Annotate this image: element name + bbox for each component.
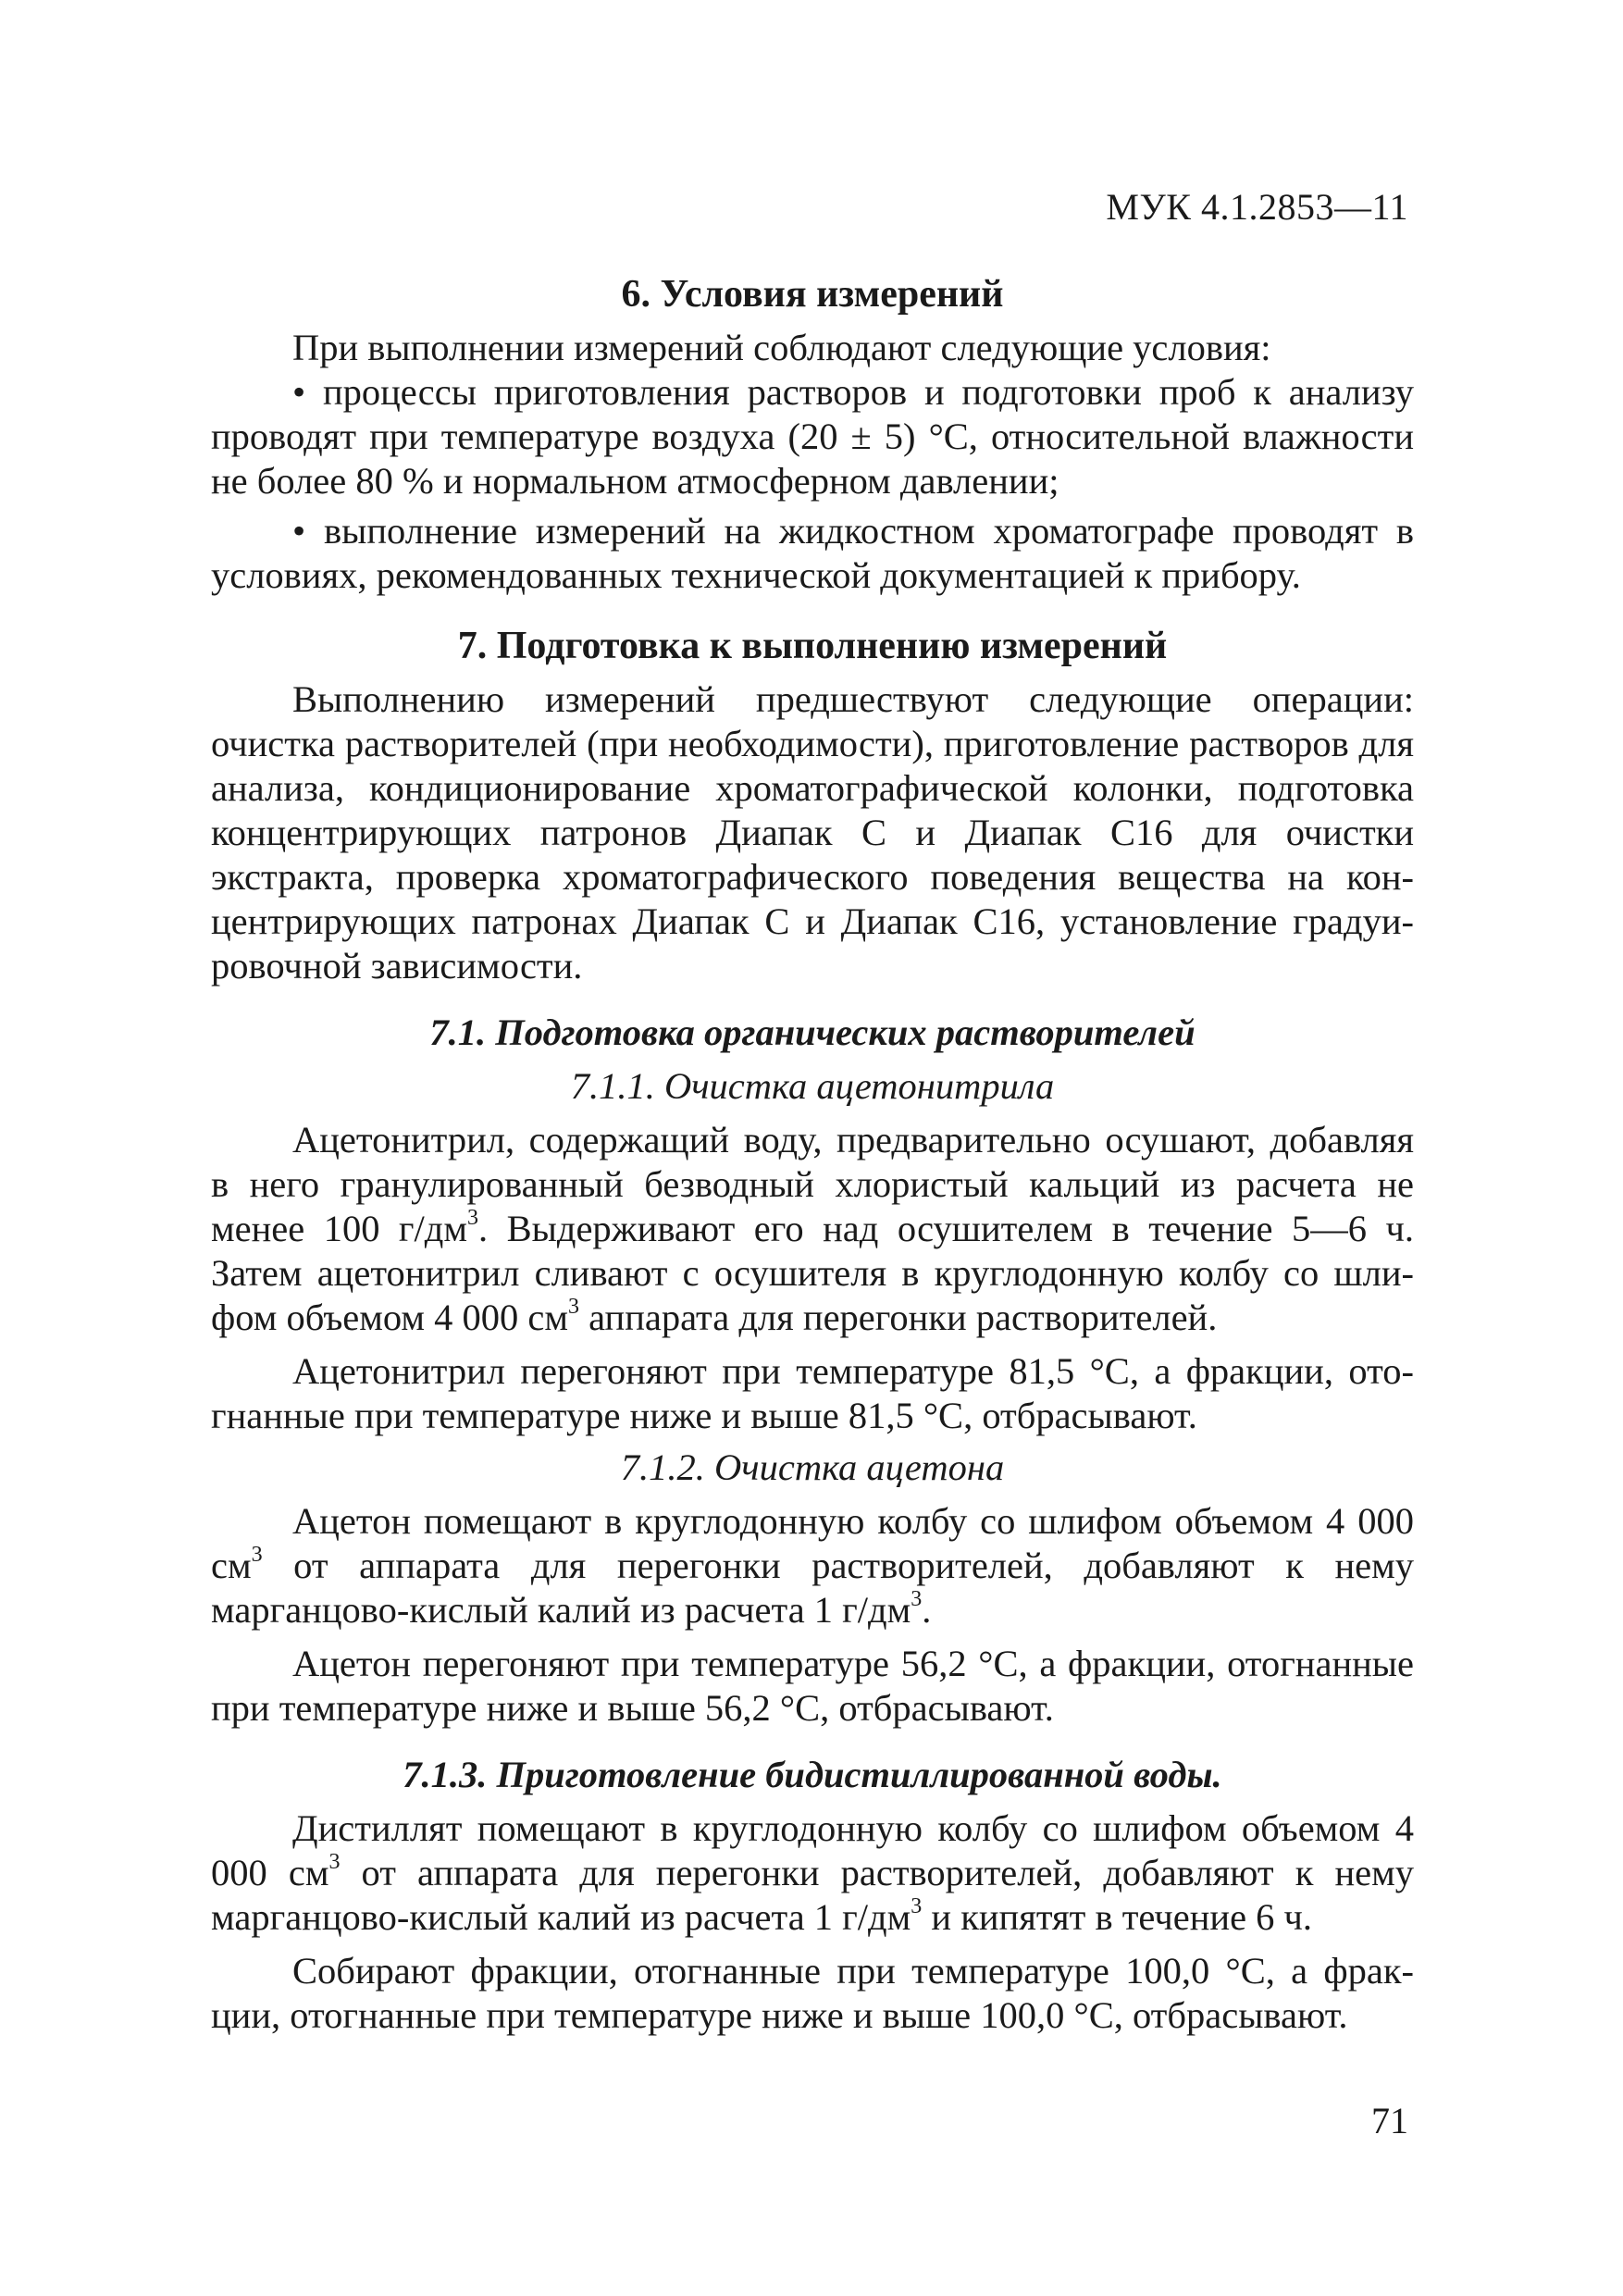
section-6-heading: 6. Условия измерений [621, 273, 1004, 316]
text-run: Дистиллят помещают в круглодонную колбу со шлифом объемом 4 000 см [211, 1807, 1414, 1893]
superscript: 3 [328, 1849, 341, 1874]
text-run: от аппарата для перегонки растворителей, добавляют к нему марганцово-кислый калий из расчета 1 г/дм [211, 1545, 1414, 1631]
section-7-1-2-paragraph-2: Ацетон перегоняют при температуре 56,2 °С, а фракции, отогнанные при температуре ниже и выше 56,2 °С, отбрасывают. [211, 1643, 1414, 1729]
section-7-1-heading: 7.1. Подготовка органических растворителей [429, 1011, 1196, 1053]
section-7-1-2-heading: 7.1.2. Очистка ацетона [620, 1446, 1005, 1488]
text-run: Ацетон помещают в круглодонную колбу со шлифом объемом 4 000 см [211, 1500, 1414, 1586]
running-header: МУК 4.1.2853—11 [1106, 186, 1408, 228]
page-number: 71 [1371, 2100, 1408, 2141]
section-7-1-3-paragraph-2: Собирают фракции, отогнанные при температуре 100,0 °С, а фракции, отогнанные при температуре ниже и выше 100,0 °С, отбрасывают. [211, 1950, 1414, 2036]
superscript: 3 [567, 1294, 579, 1319]
superscript: 3 [467, 1205, 479, 1230]
section-7-1-3-heading: 7.1.3. Приготовление бидистиллированной воды. [403, 1754, 1222, 1795]
text-run: . [922, 1589, 932, 1631]
text-run: Ацетонитрил, содержащий воду, предварительно осушают, добавляя в него гранулированный безводный хлористый кальций из расчета не менее 100 г/дм [211, 1119, 1414, 1249]
section-6-bullet-2: • выполнение измерений на жидкостном хроматографе проводят в условиях, рекомендованных технической документацией к прибору. [211, 510, 1414, 596]
section-7-1-2-paragraph-1 [211, 1499, 1414, 1632]
section-7-1-1-paragraph-1 [211, 1118, 1414, 1340]
section-6-intro: При выполнении измерений соблюдают следующие условия: [292, 327, 1271, 368]
text-run: . Выдерживают его над осушителем в течение 5—6 ч. Затем ацетонитрил сливают с осушителя в круглодонную колбу со шлифом объемом 4 000 см [211, 1208, 1414, 1338]
superscript: 3 [251, 1542, 263, 1567]
superscript: 3 [911, 1893, 923, 1918]
section-6-bullet-1: • процессы приготовления растворов и подготовки проб к анализу проводят при температуре воздуха (20 ± 5) °С, относительной влажности не более 80 % и нормальном атмосферном давлении; [211, 371, 1414, 502]
text-run: и кипятят в течение 6 ч. [922, 1896, 1313, 1938]
section-7-1-1-paragraph-2: Ацетонитрил перегоняют при температуре 81,5 °С, а фракции, отогнанные при температуре ниже и выше 81,5 °С, отбрасывают. [211, 1350, 1414, 1436]
section-7-heading: 7. Подготовка к выполнению измерений [457, 625, 1168, 667]
section-7-1-3-paragraph-1 [211, 1806, 1414, 1940]
superscript: 3 [911, 1586, 923, 1611]
page-content [211, 268, 1414, 2038]
text-run: аппарата для перегонки растворителей. [578, 1297, 1218, 1338]
section-7-intro: Выполнению измерений предшествуют следующие операции: очистка растворителей (при необходимости), приготовление растворов для анализа, кондиционирование хроматографической колонки, подготовка концентрирующих патронов Диапак С и Диапак С16 для очистки экстракта, проверка хроматографического поведения вещества на концентрирующих патронах Диапак С и Диапак С16, установление градуировочной зависимости. [211, 678, 1414, 987]
text-run: от аппарата для перегонки растворителей, добавляют к нему марганцово-кислый калий из расчета 1 г/дм [211, 1852, 1414, 1938]
section-7-1-1-heading: 7.1.1. Очистка ацетонитрила [570, 1065, 1055, 1107]
